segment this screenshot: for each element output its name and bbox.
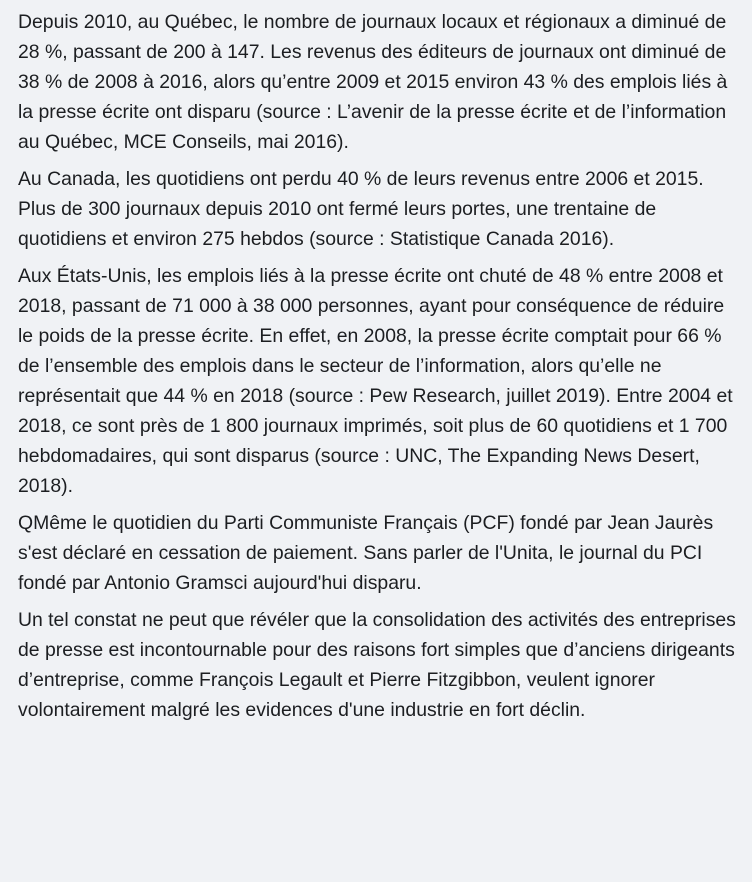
paragraph-canada: Au Canada, les quotidiens ont perdu 40 % de leurs revenus entre 2006 et 2015. Plus de 300 journaux depuis 2010 ont fermé leurs portes, une trentaine de quotidiens et environ 275 hebdos (source : Statistique Canada 2016). [18, 168, 704, 250]
paragraph-etats-unis: Aux États-Unis, les emplois liés à la presse écrite ont chuté de 48 % entre 2008 et 2018, passant de 71 000 à 38 000 personnes, ayant pour conséquence de réduire le poids de la presse écrite. En effet, en 2008, la presse écrite comptait pour 66 % de l’ensemble des emplois dans le secteur de l’information, alors qu’elle ne représentait que 44 % en 2018 (source : Pew Research, juillet 2019). Entre 2004 et 2018, ce sont près de 1 800 journaux imprimés, soit plus de 60 quotidiens et 1 700 hebdomadaires, qui sont disparus (source : UNC, The Expanding News Desert, 2018). [18, 265, 733, 497]
paragraph-quebec: Depuis 2010, au Québec, le nombre de journaux locaux et régionaux a diminué de 28 %, passant de 200 à 147. Les revenus des éditeurs de journaux ont diminué de 38 % de 2008 à 2016, alors qu’entre 2009 et 2015 environ 43 % des emplois liés à la presse écrite ont disparu (source : L’avenir de la presse écrite et de l’information au Québec, MCE Conseils, mai 2016). [18, 11, 728, 153]
paragraph-constat: Un tel constat ne peut que révéler que la consolidation des activités des entreprises de presse est incontournable pour des raisons fort simples que d’anciens dirigeants d’entreprise, comme François Legault et Pierre Fitzgibbon, veulent ignorer volontairement malgré les evidences d'une industrie en fort déclin. [18, 609, 736, 721]
paragraph-pcf: QMême le quotidien du Parti Communiste Français (PCF) fondé par Jean Jaurès s'est déclaré en cessation de paiement. Sans parler de l'Unita, le journal du PCI fondé par Antonio Gramsci aujourd'hui disparu. [18, 512, 714, 594]
